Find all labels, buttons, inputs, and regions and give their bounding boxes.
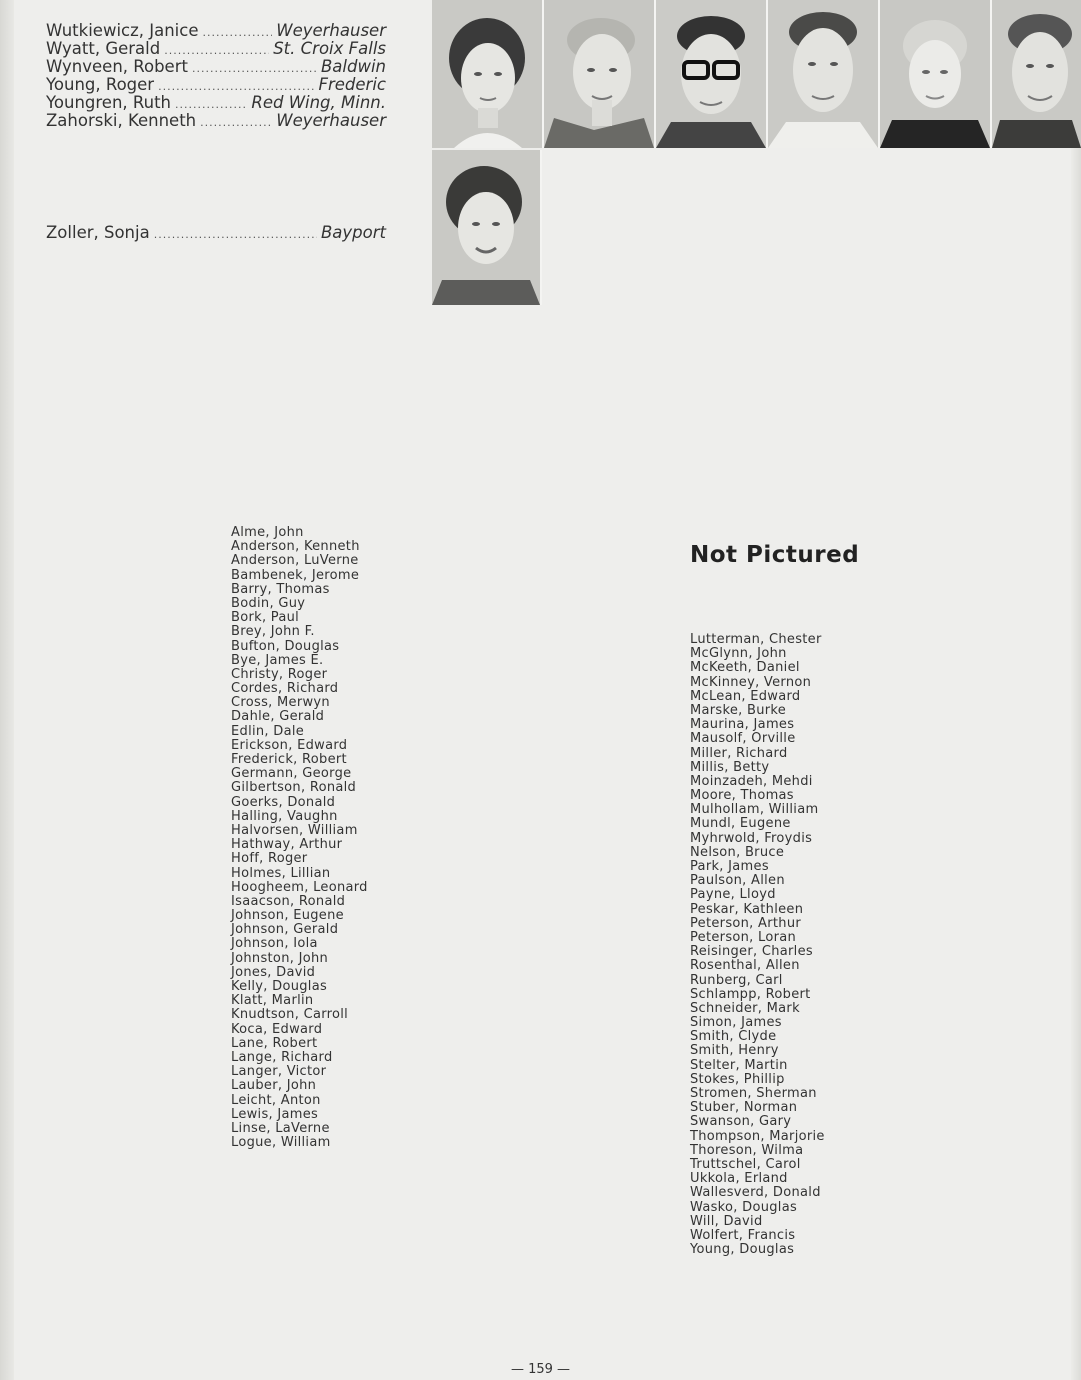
list-item: McKinney, Vernon: [690, 674, 812, 690]
list-item: Kelly, Douglas: [231, 979, 328, 994]
student-entry: [46, 94, 386, 112]
list-item: Hoff, Roger: [231, 851, 308, 867]
list-item: Hoogheem, Leonard: [231, 879, 368, 895]
list-item: Miller, Richard: [690, 745, 788, 761]
list-item: Cordes, Richard: [231, 681, 339, 697]
list-item: Brey, John F.: [231, 624, 315, 640]
list-item: Christy, Roger: [231, 666, 328, 682]
list-item: Leicht, Anton: [231, 1092, 321, 1108]
page-binding-edge: [0, 0, 14, 1380]
list-item: Reisinger, Charles: [690, 944, 813, 960]
list-item: Smith, Henry: [690, 1043, 779, 1059]
list-item: Runberg, Carl: [690, 972, 783, 988]
list-item: Holmes, Lillian: [231, 865, 331, 881]
list-item: Anderson, LuVerne: [231, 553, 359, 569]
student-portrait-photo: [768, 0, 880, 148]
student-name: Zoller, Sonja: [46, 223, 150, 242]
student-name: Wynveen, Robert: [46, 57, 188, 76]
leader-dots: [154, 226, 317, 244]
list-item: Wasko, Douglas: [690, 1199, 798, 1215]
list-item: Stokes, Phillip: [690, 1071, 785, 1087]
list-item: Cross, Merwyn: [231, 695, 330, 711]
list-item: Stelter, Martin: [690, 1057, 788, 1073]
list-item: Park, James: [690, 859, 769, 874]
list-item: Klatt, Marlin: [231, 993, 314, 1009]
list-item: Maurina, James: [690, 717, 795, 733]
not-pictured-list-right: [690, 633, 825, 1257]
student-entry: [46, 224, 386, 242]
not-pictured-list-left: [231, 526, 368, 1150]
student-entry: [46, 58, 386, 76]
student-hometown: Bayport: [320, 223, 386, 242]
list-item: Smith, Clyde: [690, 1029, 777, 1045]
list-item: Wolfert, Francis: [690, 1227, 796, 1243]
list-item: Langer, Victor: [231, 1064, 327, 1080]
list-item: Rosenthal, Allen: [690, 958, 800, 974]
list-item: Stromen, Sherman: [690, 1086, 817, 1101]
list-item: Payne, Lloyd: [690, 887, 776, 903]
list-item: Lane, Robert: [231, 1035, 318, 1051]
list-item: Peterson, Loran: [690, 929, 797, 945]
list-item: Barry, Thomas: [231, 581, 330, 597]
list-item: Hathway, Arthur: [231, 837, 343, 853]
list-item: Isaacson, Ronald: [231, 893, 346, 909]
list-item: Schlampp, Robert: [690, 986, 811, 1002]
list-item: McKeeth, Daniel: [690, 660, 800, 676]
student-portrait-photo: [432, 150, 542, 305]
list-item: Knudtson, Carroll: [231, 1007, 349, 1023]
leader-dots: [200, 114, 272, 132]
list-item: Anderson, Kenneth: [231, 539, 360, 555]
list-item: Linse, LaVerne: [231, 1120, 330, 1136]
student-hometown: Weyerhauser: [276, 111, 386, 130]
list-item: Mundl, Eugene: [690, 816, 791, 832]
list-item: Paulson, Allen: [690, 873, 785, 889]
student-name: Zahorski, Kenneth: [46, 111, 197, 130]
list-item: Peterson, Arthur: [690, 915, 802, 931]
list-item: Will, David: [690, 1213, 763, 1229]
list-item: Halling, Vaughn: [231, 808, 338, 824]
list-item: Halvorsen, William: [231, 822, 358, 838]
list-item: Mausolf, Orville: [690, 731, 796, 747]
list-item: Johnston, John: [231, 950, 329, 966]
list-item: Bufton, Douglas: [231, 638, 340, 654]
student-name: Wyatt, Gerald: [46, 39, 161, 58]
student-name: Youngren, Ruth: [46, 93, 171, 112]
list-item: Thompson, Marjorie: [690, 1128, 825, 1144]
not-pictured-heading: Not Pictured: [690, 542, 860, 568]
list-item: Swanson, Gary: [690, 1114, 792, 1130]
list-item: Truttschel, Carol: [690, 1156, 801, 1172]
list-item: Simon, James: [690, 1015, 782, 1031]
list-item: Johnson, Gerald: [231, 922, 339, 938]
page-right-edge: [1071, 145, 1081, 1380]
list-item: Moore, Thomas: [690, 788, 794, 804]
list-item: Johnson, Eugene: [231, 908, 344, 924]
page-number: — 159 —: [510, 1362, 571, 1377]
list-item: Gilbertson, Ronald: [231, 780, 357, 796]
list-item: Ukkola, Erland: [690, 1171, 788, 1187]
list-item: Lutterman, Chester: [690, 632, 822, 647]
list-item: Mulhollam, William: [690, 802, 819, 818]
list-item: Jones, David: [231, 964, 316, 980]
list-item: Millis, Betty: [690, 759, 770, 775]
student-portrait-photo: [992, 0, 1081, 148]
student-hometown: Baldwin: [320, 57, 386, 76]
student-name: Wutkiewicz, Janice: [46, 21, 199, 40]
student-hometown: Red Wing, Minn.: [251, 93, 386, 112]
list-item: Lange, Richard: [231, 1049, 333, 1065]
list-item: McLean, Edward: [690, 688, 801, 704]
student-portrait-photo: [880, 0, 992, 148]
list-item: Dahle, Gerald: [231, 709, 325, 725]
list-item: McGlynn, John: [690, 646, 787, 662]
list-item: Young, Douglas: [690, 1242, 795, 1258]
list-item: Koca, Edward: [231, 1021, 323, 1037]
list-item: Thoreson, Wilma: [690, 1142, 804, 1158]
list-item: Lauber, John: [231, 1078, 317, 1094]
list-item: Bye, James E.: [231, 652, 324, 668]
list-item: Nelson, Bruce: [690, 844, 785, 860]
student-hometown: St. Croix Falls: [273, 39, 386, 58]
list-item: Bork, Paul: [231, 610, 300, 626]
student-portrait-photo: [432, 0, 544, 148]
list-item: Goerks, Donald: [231, 794, 336, 810]
list-item: Logue, William: [231, 1135, 331, 1151]
list-item: Schneider, Mark: [690, 1000, 800, 1016]
student-name: Young, Roger: [46, 75, 155, 94]
student-entry: [46, 40, 386, 58]
list-item: Bambenek, Jerome: [231, 567, 360, 583]
student-entry: [46, 112, 386, 130]
student-entry: [46, 76, 386, 94]
student-entry: [46, 22, 386, 40]
list-item: Edlin, Dale: [231, 723, 305, 739]
student-portrait-photo: [656, 0, 768, 148]
list-item: Johnson, Iola: [231, 936, 318, 952]
list-item: Lewis, James: [231, 1106, 319, 1122]
list-item: Marske, Burke: [690, 702, 787, 718]
list-item: Bodin, Guy: [231, 595, 306, 611]
list-item: Germann, George: [231, 766, 352, 782]
list-item: Frederick, Robert: [231, 752, 347, 767]
student-hometown: Weyerhauser: [276, 21, 386, 40]
student-portrait-photo: [544, 0, 656, 148]
list-item: Erickson, Edward: [231, 737, 348, 753]
list-item: Alme, John: [231, 525, 304, 540]
list-item: Moinzadeh, Mehdi: [690, 773, 813, 789]
list-item: Peskar, Kathleen: [690, 901, 804, 917]
list-item: Myhrwold, Froydis: [690, 830, 813, 846]
list-item: Stuber, Norman: [690, 1100, 798, 1116]
list-item: Wallesverd, Donald: [690, 1185, 821, 1201]
student-hometown: Frederic: [318, 75, 386, 94]
